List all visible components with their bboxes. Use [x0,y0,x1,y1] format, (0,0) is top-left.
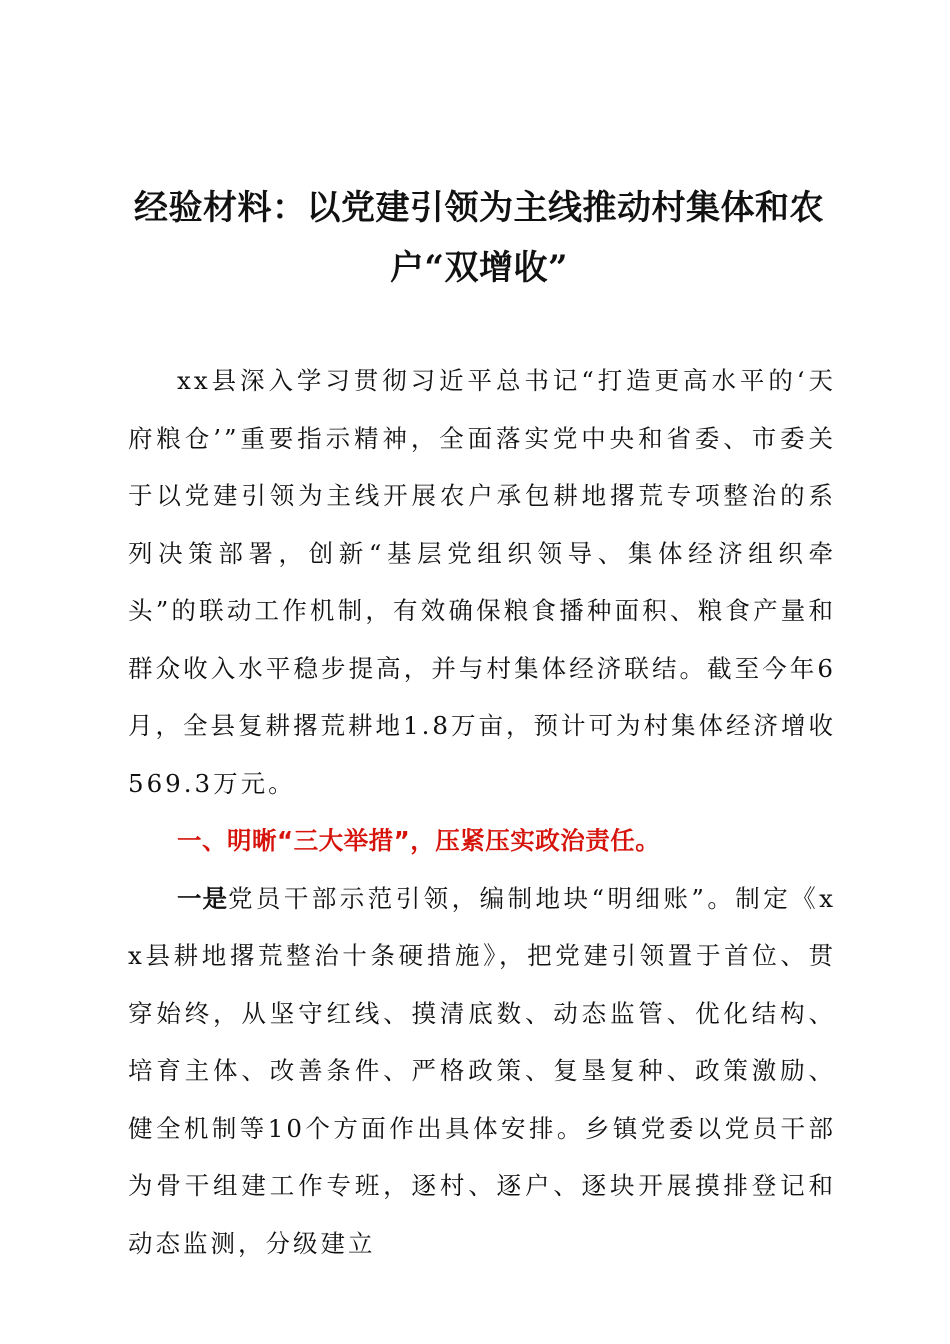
intro-paragraph: xx县深入学习贯彻习近平总书记“打造更高水平的‘天府粮仓’”重要指示精神，全面落实党中央和省委、市委关于以党建引领为主线开展农户承包耕地撂荒专项整治的系列决策部署，创新“基层党组织领导、集体经济组织牵头”的联动工作机制，有效确保粮食播种面积、粮食产量和群众收入水平稳步提高，并与村集体经济联结。截至今年6月，全县复耕撂荒耕地1.8万亩，预计可为村集体经济增收569.3万元。 [128,366,836,798]
document-body [128,352,836,1272]
paragraph-text: 党员干部示范引领，编制地块“明细账”。制定《xx县耕地撂荒整治十条硬措施》，把党建引领置于首位、贯穿始终，从坚守红线、摸清底数、动态监管、优化结构、培育主体、改善条件、严格政策、复垦复种、政策激励、健全机制等10个方面作出具体安排。乡镇党委以党员干部为骨干组建工作专班，逐村、逐户、逐块开展摸排登记和动态监测，分级建立 [128,883,837,1258]
section-heading: 一、明晰“三大举措”，压紧压实政治责任。 [177,826,661,855]
document-title: 经验材料：以党建引领为主线推动村集体和农户“双增收” [134,188,824,288]
paragraph-lead: 一是 [177,883,228,913]
measure-paragraph [128,870,836,1273]
